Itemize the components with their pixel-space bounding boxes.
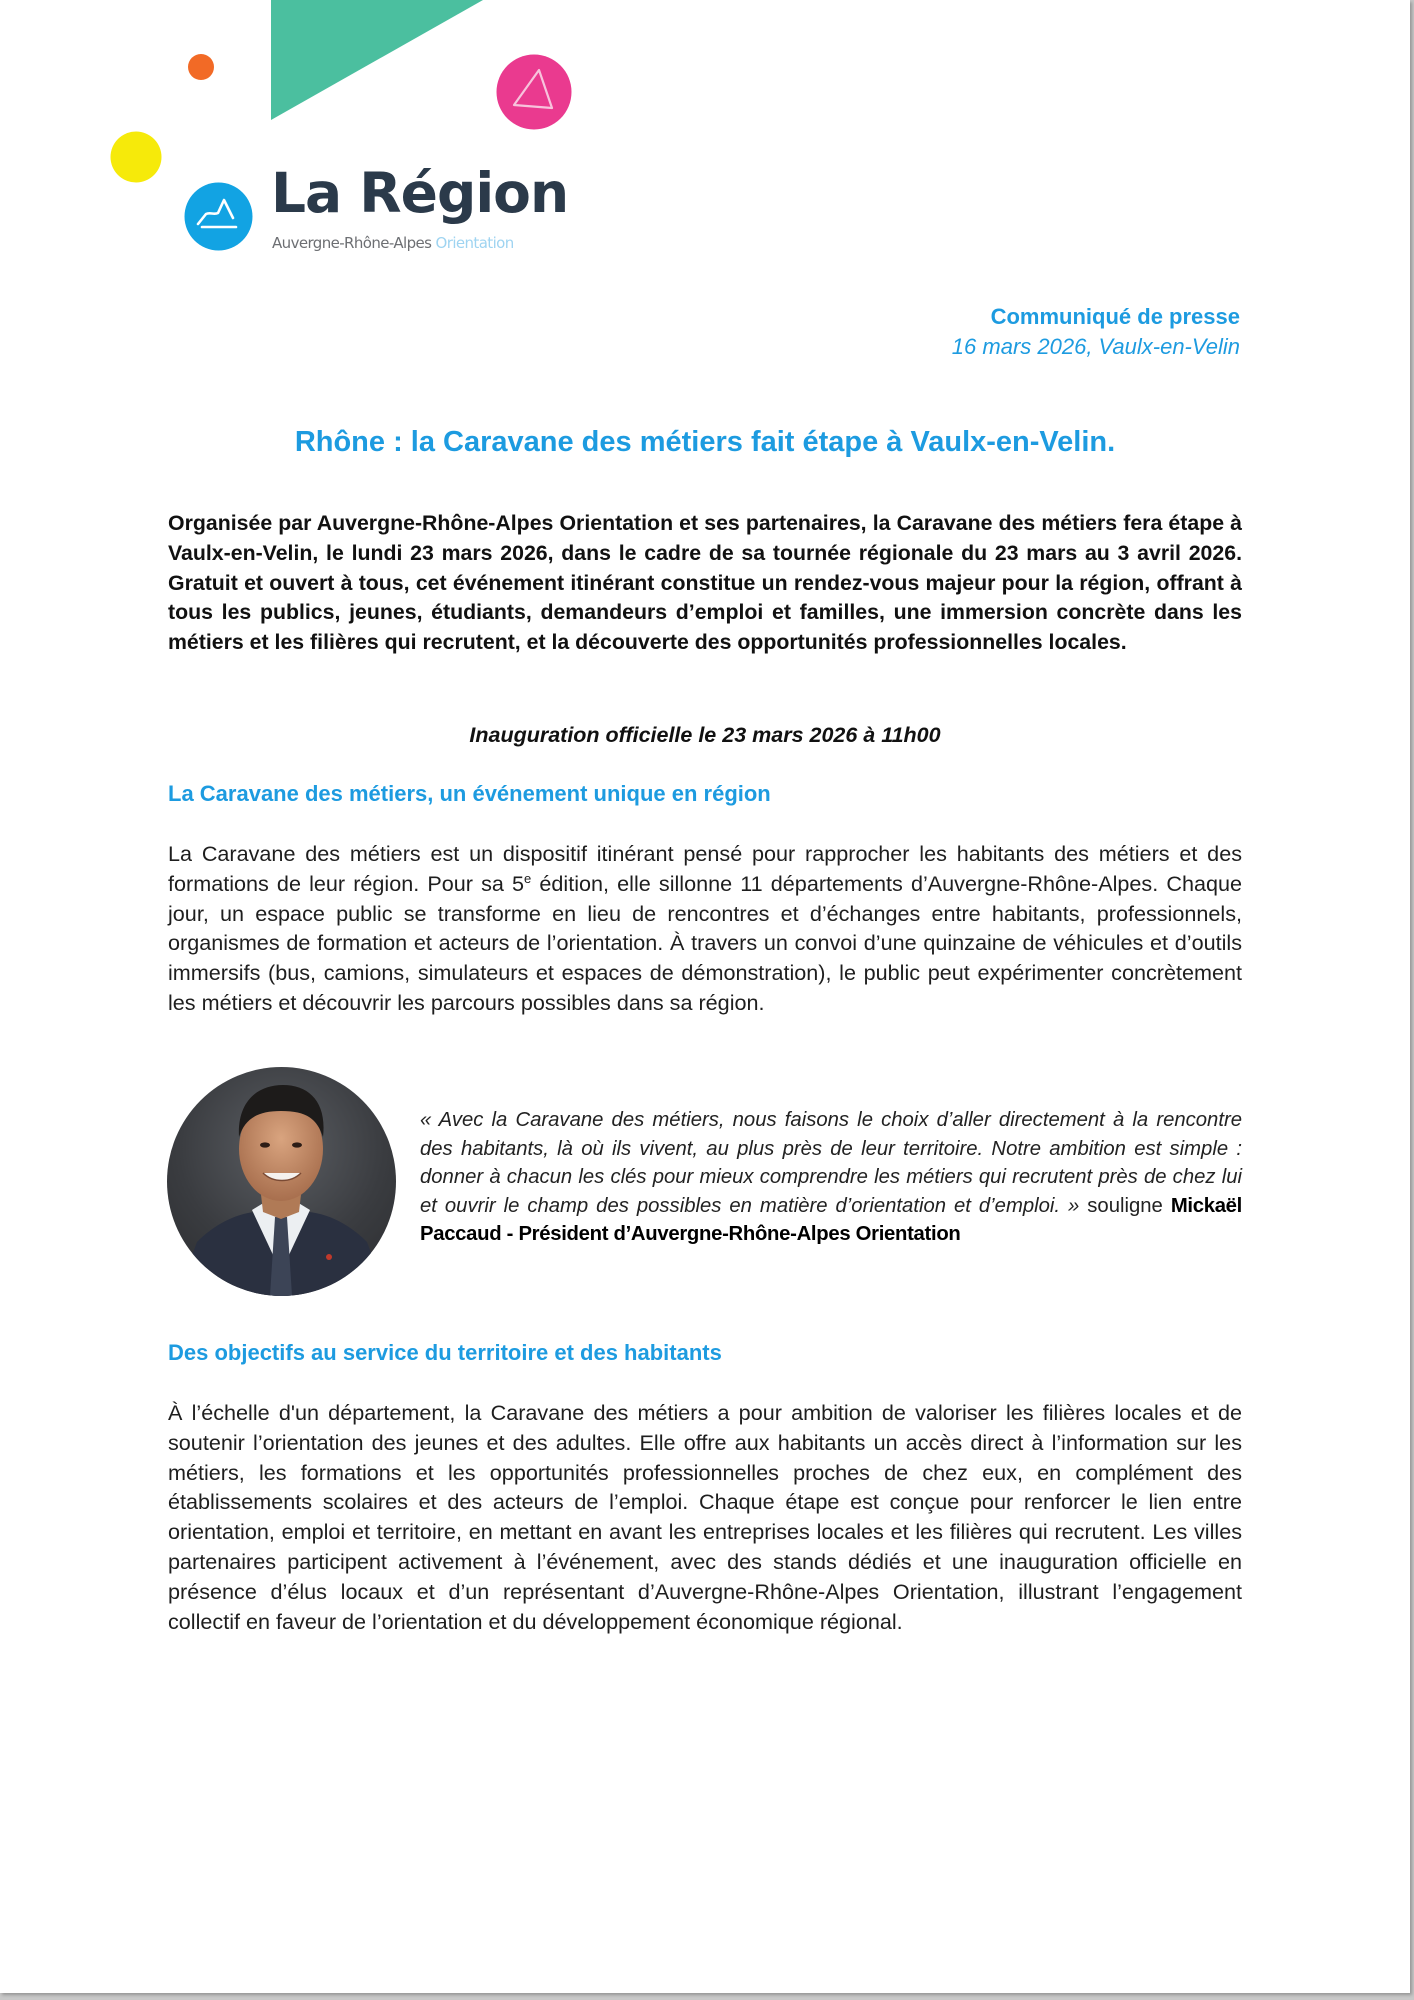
portrait-photo	[167, 1067, 396, 1296]
document-type: Communiqué de presse	[990, 304, 1240, 329]
green-triangle-shape	[271, 0, 483, 120]
dateline: 16 mars 2026, Vaulx-en-Velin	[951, 334, 1240, 359]
pink-mountain-icon	[497, 55, 572, 130]
page-title: Rhône : la Caravane des métiers fait étape à Vaulx-en-Velin.	[294, 426, 1116, 458]
yellow-dot-shape	[111, 132, 162, 183]
mountain-logo-icon	[184, 182, 254, 252]
logo-subtitle-orientation: Orientation	[435, 234, 514, 252]
section-body-objectifs: À l’échelle d'un département, la Caravane des métiers a pour ambition de valoriser les filières locales et de soutenir l’orientation des jeunes et des adultes. Elle offre aux habitants un accès direct à l’information sur les métiers, les formations et les opportunités professionnelles proches de chez eux, en complément des établissements scolaires et des acteurs de l’emploi. Chaque étape est conçue pour renforcer le lien entre orientation, emploi et territoire, en mettant en avant les entreprises locales et les filières qui recrutent. Les villes partenaires participent activement à l’événement, avec des stands dédiés et une inauguration officielle en présence d’élus locaux et d’un représentant d’Auvergne-Rhône-Alpes Orientation, illustrant l’engagement collectif en faveur de l’orientation et du développement économique régional.	[168, 1400, 1242, 1634]
section-heading-objectifs: Des objectifs au service du territoire et des habitants	[168, 1340, 722, 1365]
body-text-part: édition, elle sillonne 11 départements d’Auvergne-Rhône-Alpes. Chaque jour, un espace public se transforme en lieu de rencontres et d’échanges entre habitants, professionnels, organismes de formation et acteurs de l’orientation. À travers un convoi d’une quinzaine de véhicules et d’outils immersifs (bus, camions, simulateurs et espaces de démonstration), le public peut expérimenter concrètement les métiers et découvrir les parcours possibles dans sa région.	[168, 870, 1242, 1015]
logo-subtitle-region: Auvergne-Rhône-Alpes	[272, 234, 432, 252]
orange-dot-shape	[188, 54, 214, 80]
section-body-caravane	[168, 839, 1242, 1018]
logo-wordmark: La Région	[271, 161, 569, 225]
section-heading-caravane: La Caravane des métiers, un événement unique en région	[168, 781, 771, 806]
logo-subtitle	[272, 234, 514, 252]
body-text-part: La Caravane des métiers est un dispositif itinérant pensé pour rapprocher les habitants des métiers et des formations de leur région. Pour sa 5	[168, 841, 1242, 896]
lead-paragraph: Organisée par Auvergne-Rhône-Alpes Orientation et ses partenaires, la Caravane des métiers fera étape à Vaulx-en-Velin, le lundi 23 mars 2026, dans le cadre de sa tournée régionale du 23 mars au 3 avril 2026. Gratuit et ouvert à tous, cet événement itinérant constitue un rendez-vous majeur pour la région, offrant à tous les publics, jeunes, étudiants, demandeurs d’emploi et familles, une immersion concrète dans les métiers et les filières qui recrutent, et la découverte des opportunités professionnelles locales.	[168, 511, 1242, 655]
press-header	[952, 302, 1240, 362]
quote-author: Mickaël Paccaud - Président d’Auvergne-Rhône-Alpes Orientation	[420, 1194, 1242, 1246]
president-quote	[420, 1106, 1242, 1249]
inauguration-line: Inauguration officielle le 23 mars 2026 à 11h00	[469, 723, 941, 747]
portrait-illustration	[167, 1067, 396, 1296]
superscript: e	[524, 870, 532, 886]
quote-verb: souligne	[1079, 1194, 1171, 1217]
quote-text: « Avec la Caravane des métiers, nous faisons le choix d’aller directement à la rencontre des habitants, là où ils vivent, au plus près de leur territoire. Notre ambition est simple : donner à chacun les clés pour mieux comprendre les métiers qui recrutent près de chez lui et ouvrir le champ des possibles en matière d’orientation et d’emploi. »	[420, 1109, 1242, 1217]
